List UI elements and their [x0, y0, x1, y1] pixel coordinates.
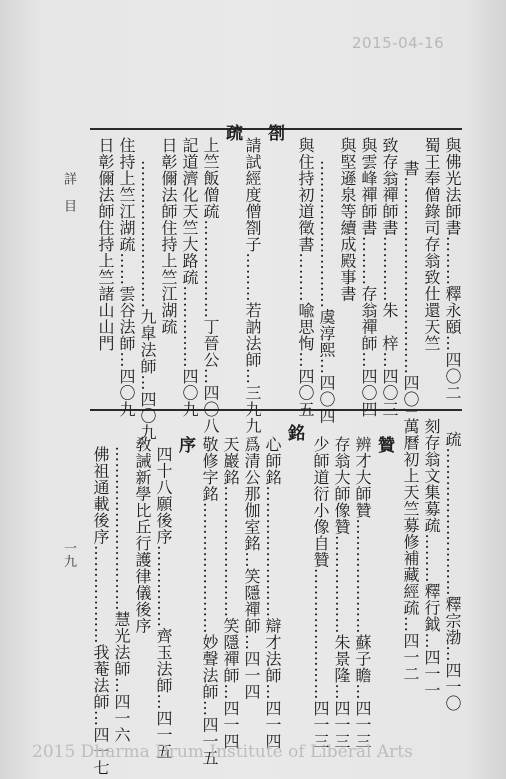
- toc-entry: 佛祖通載後序………………我菴法師…四一七: [91, 446, 110, 776]
- toc-entry: 與雲峰禪師書………存翁禪師…四〇四: [359, 137, 378, 418]
- toc-entry: 與佛光法師書………釋永頤…四〇二: [443, 137, 462, 401]
- toc-entry: 敬修字銘……………………妙聲法師…四一五: [200, 436, 219, 766]
- toc-entry: …………………………慧光法師…四一六: [112, 446, 131, 743]
- section-heading-shu: 疏: [222, 124, 242, 142]
- toc-entry: 辨才大師贊…………………蘇子瞻…四一三: [353, 436, 372, 750]
- toc-entry: 上竺飯僧疏………………丁晉公…四〇八: [201, 137, 220, 434]
- section-heading-xu: 序: [175, 436, 195, 454]
- toc-entry: 書………………………………四〇二: [401, 160, 420, 424]
- toc-entry: ………………………虞淳熙…四〇四: [317, 160, 336, 424]
- toc-entry: 萬曆初上天竺募修補藏經疏…四一二: [401, 418, 420, 682]
- section-heading-zan: 贊: [374, 436, 394, 454]
- toc-entry: 日彰儞法師住持上竺諸山山門: [96, 137, 115, 352]
- section-heading-zhazi: 劄: [264, 124, 284, 142]
- toc-entry: 記道濟化天竺大路疏……………四〇九: [180, 137, 199, 418]
- toc-entry: 四十八願後序……………齊玉法師…四一五: [154, 446, 173, 760]
- toc-entry: ………………………九皐法師…四〇九: [138, 160, 157, 441]
- toc-entry: 疏………………………釋宗渤…四一〇: [443, 431, 462, 712]
- toc-entry: 天巖銘……………………笑隱禪師…四一四: [221, 436, 240, 750]
- toc-entry: 致存翁禪師書…………朱 梓…四〇三: [380, 137, 399, 418]
- toc-entry: 心師銘……………………辯才法師…四一四: [263, 436, 282, 750]
- section-heading-ming: 銘: [284, 424, 304, 442]
- toc-entry: 請試經度僧劄子………若訥法師…三九九: [243, 137, 262, 434]
- toc-entry: 與住持初道徵書………喩思恂…四〇五: [296, 137, 315, 418]
- toc-entry: 住持上竺江湖疏……雲谷法師…四〇九: [117, 137, 136, 418]
- toc-entry: 與堅遜泉等續成殿事書: [338, 137, 357, 302]
- toc-entry: 日彰儞法師住持上竺江湖疏: [159, 137, 178, 335]
- page-number: 一九: [61, 541, 76, 568]
- toc-entry: 刻存翁文集募疏………釋行鉞…四一一: [422, 418, 441, 699]
- toc-entry: 爲清公那伽室銘…笑隱禪師…四一四: [242, 436, 261, 700]
- running-title: 詳 目: [61, 172, 76, 213]
- toc-entry: 少師道衍小像自贊……………………四一三: [311, 436, 330, 750]
- toc-entry: 蜀王奉僧錄司存翁致仕還天竺: [422, 137, 441, 352]
- watermark-date: 2015-04-16: [352, 34, 445, 52]
- toc-entry: 存翁大師像贊………………朱景隆…四一三: [332, 436, 351, 750]
- watermark-footer: 2015 Dharma Drum Institute of Liberal Arts: [32, 742, 413, 762]
- toc-entry: 敎誡新學比丘行護律儀後序: [133, 436, 152, 634]
